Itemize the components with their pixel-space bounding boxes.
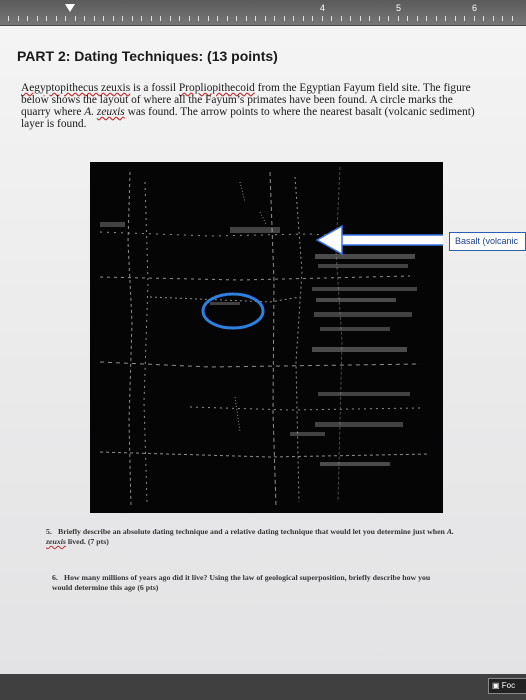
ruler-number-5: 5 (396, 3, 402, 13)
ruler-number-6: 6 (472, 3, 478, 13)
ruler-tick (179, 16, 180, 21)
ruler-tick (312, 16, 313, 21)
ruler-indent-marker[interactable] (65, 4, 75, 12)
species-name: Aegyptopithecus zeuxis (21, 82, 131, 94)
ruler-tick (37, 16, 38, 21)
ruler-tick (84, 16, 85, 21)
ruler-tick (502, 16, 503, 21)
ruler (0, 0, 526, 26)
ruler-tick (474, 16, 475, 21)
ruler-tick (160, 16, 161, 21)
map-lines (100, 167, 430, 507)
ruler-tick (151, 16, 152, 21)
ruler-tick (170, 16, 171, 21)
ruler-tick (208, 16, 209, 21)
ruler-number-4: 4 (320, 3, 326, 13)
ruler-tick (236, 16, 237, 21)
ruler-tick (227, 16, 228, 21)
focus-icon: ▣ (492, 681, 502, 690)
ruler-tick (464, 16, 465, 21)
ruler-tick (274, 16, 275, 21)
ruler-tick (512, 16, 513, 21)
basalt-label: Basalt (volcanic (449, 232, 526, 251)
ruler-tick (417, 16, 418, 21)
taskbar (0, 674, 526, 700)
ruler-tick (65, 16, 66, 21)
ruler-tick (388, 16, 389, 21)
species-short: zeuxis (46, 537, 66, 546)
ruler-tick (322, 16, 323, 21)
quarry-circle (203, 294, 263, 328)
ruler-tick (18, 16, 19, 21)
ruler-tick (94, 16, 95, 21)
ruler-tick (27, 16, 28, 21)
ruler-tick (46, 16, 47, 21)
species-short: zeuxis (96, 106, 125, 118)
ruler-tick (113, 16, 114, 21)
ruler-tick (455, 16, 456, 21)
question-number: 6. (52, 573, 58, 582)
ruler-tick (255, 16, 256, 21)
section-heading: PART 2: Dating Techniques: (13 points) (17, 48, 278, 64)
ruler-tick (407, 16, 408, 21)
ruler-tick (350, 16, 351, 21)
fayum-map-drawing (90, 162, 443, 513)
ruler-tick (493, 16, 494, 21)
ruler-tick (56, 16, 57, 21)
ruler-tick (217, 16, 218, 21)
ruler-tick (132, 16, 133, 21)
ruler-tick (369, 16, 370, 21)
question-5: 5. Briefly describe an absolute dating technique and a relative dating technique that would let you determine just when A. zeuxis lived. (7 pts) (46, 527, 454, 546)
question-6: 6. How many millions of years ago did it live? Using the law of geological superposition, briefly describe how you would determine this age (6 pts) (52, 573, 431, 592)
ruler-tick (284, 16, 285, 21)
question-number: 5. (46, 527, 52, 536)
group-name: Propliopithecoid (178, 82, 255, 94)
ruler-tick (265, 16, 266, 21)
ruler-tick (426, 16, 427, 21)
ruler-tick (246, 16, 247, 21)
ruler-tick (360, 16, 361, 21)
ruler-tick (341, 16, 342, 21)
ruler-tick (445, 16, 446, 21)
ruler-tick (122, 16, 123, 21)
focus-button[interactable]: ▣ Foc (488, 678, 526, 694)
ruler-tick (398, 16, 399, 21)
fossil-quarry-hatching (100, 222, 417, 466)
ruler-tick (141, 16, 142, 21)
intro-paragraph: Aegyptopithecus zeuxis is a fossil Propliopithecoid from the Egyptian Fayum field site. The figure below shows the layout of where all the Fayum’s primates have been found. A circle marks the quarry where A. zeuxis was found. The arrow points to where the nearest basalt (volcanic sediment) layer is found. (21, 82, 475, 130)
ruler-tick (189, 16, 190, 21)
ruler-tick (436, 16, 437, 21)
basalt-arrow (317, 226, 443, 254)
ruler-tick (379, 16, 380, 21)
ruler-tick (8, 16, 9, 21)
ruler-tick (303, 16, 304, 21)
ruler-tick (293, 16, 294, 21)
fayum-map-figure (90, 162, 443, 513)
ruler-tick (198, 16, 199, 21)
ruler-tick (331, 16, 332, 21)
ruler-tick (75, 16, 76, 21)
ruler-tick (483, 16, 484, 21)
ruler-tick (103, 16, 104, 21)
